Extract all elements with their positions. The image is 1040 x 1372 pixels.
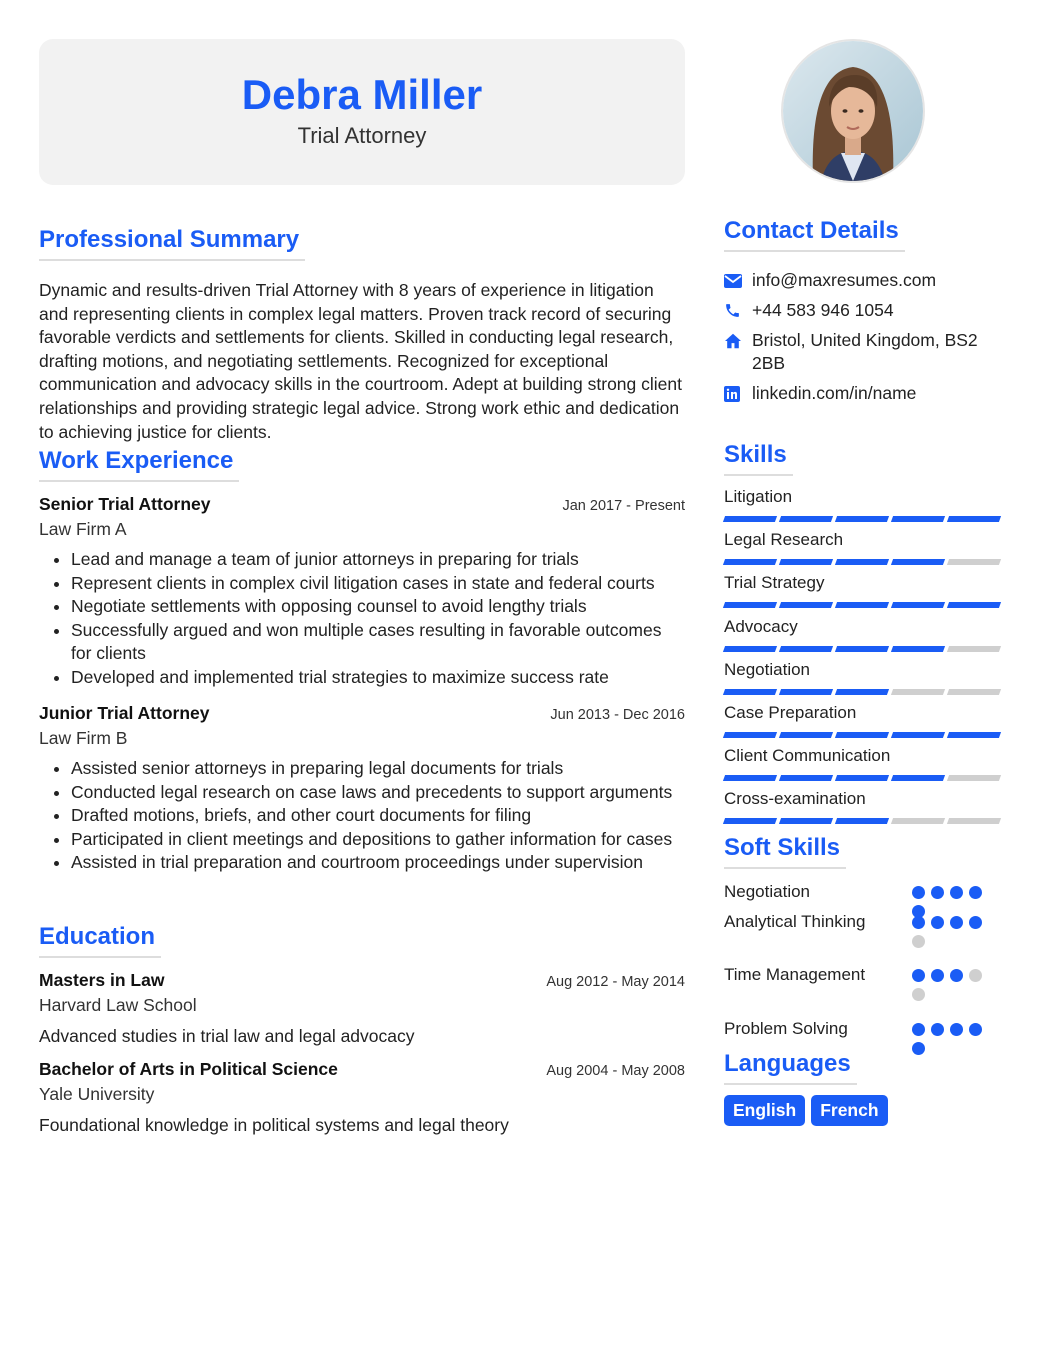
skill-level-segment <box>947 559 1001 565</box>
education-entry <box>39 1059 685 1136</box>
skill-item <box>724 788 1004 824</box>
rating-dot <box>912 1023 925 1036</box>
job-dates: Jan 2017 - Present <box>562 498 685 514</box>
soft-skills-heading: Soft Skills <box>724 833 846 869</box>
contact-phone[interactable] <box>724 299 1004 322</box>
rating-dot <box>950 1023 963 1036</box>
skill-item <box>724 529 1004 565</box>
skill-level-segment <box>891 818 945 824</box>
job-bullets <box>39 757 685 875</box>
education-entry <box>39 970 685 1047</box>
phone-icon <box>724 299 752 322</box>
job-company: Law Firm B <box>39 728 128 748</box>
skill-label: Advocacy <box>724 617 798 636</box>
skill-level-segment <box>947 689 1001 695</box>
bullet-item: • Successfully argued and won multiple cases resulting in favorable outcomes for clients <box>71 619 685 666</box>
bullet-item: • Developed and implemented trial strategies to maximize success rate <box>71 666 685 690</box>
rating-dot <box>969 886 982 899</box>
soft-skill-rating <box>912 964 992 1001</box>
skill-level-segment <box>891 559 945 565</box>
skill-level-segment <box>779 818 833 824</box>
skill-level-segment <box>779 646 833 652</box>
soft-skill-label: Time Management <box>724 965 866 984</box>
work-heading: Work Experience <box>39 446 239 482</box>
skill-level-segment <box>947 775 1001 781</box>
linkedin-icon <box>724 382 752 405</box>
contact-address <box>724 329 1004 375</box>
skill-item <box>724 572 1004 608</box>
skill-level-bar <box>724 516 1000 522</box>
skill-level-segment <box>723 818 777 824</box>
contact-text: linkedin.com/in/name <box>752 383 917 403</box>
soft-skill-rating <box>912 1018 992 1055</box>
language-badge: French <box>811 1095 887 1126</box>
school: Harvard Law School <box>39 995 197 1015</box>
soft-skill-label: Negotiation <box>724 882 811 901</box>
rating-dot <box>912 886 925 899</box>
rating-dot <box>931 916 944 929</box>
rating-dot <box>969 1023 982 1036</box>
skill-level-bar <box>724 818 1000 824</box>
bullet-item: • Conducted legal research on case laws and precedents to support arguments <box>71 781 685 805</box>
profile-photo <box>783 41 923 181</box>
skill-level-segment <box>947 732 1001 738</box>
skill-item <box>724 616 1004 652</box>
skill-level-segment <box>835 689 889 695</box>
contact-email[interactable] <box>724 269 1004 292</box>
skill-level-segment <box>779 689 833 695</box>
skill-level-segment <box>779 516 833 522</box>
bullet-item: • Assisted senior attorneys in preparing legal documents for trials <box>71 757 685 781</box>
skill-level-segment <box>835 516 889 522</box>
edu-dates: Aug 2004 - May 2008 <box>546 1063 685 1079</box>
bullet-item: • Lead and manage a team of junior attorneys in preparing for trials <box>71 548 685 572</box>
language-badge: English <box>724 1095 805 1126</box>
skill-label: Trial Strategy <box>724 573 825 592</box>
bullet-item: • Drafted motions, briefs, and other court documents for filing <box>71 804 685 828</box>
skill-level-segment <box>947 818 1001 824</box>
rating-dot <box>931 969 944 982</box>
job-company: Law Firm A <box>39 519 127 539</box>
skill-level-segment <box>891 516 945 522</box>
skill-item <box>724 702 1004 738</box>
degree: Masters in Law <box>39 970 165 990</box>
summary-heading: Professional Summary <box>39 225 305 261</box>
job-role: Junior Trial Attorney <box>39 703 210 723</box>
degree: Bachelor of Arts in Political Science <box>39 1059 338 1079</box>
contact-text: info@maxresumes.com <box>752 270 937 290</box>
candidate-name: Debra Miller <box>241 71 483 118</box>
summary-text: Dynamic and results-driven Trial Attorney with 8 years of experience in litigation and representing clients in complex legal matters. Proven track record of securing favorable verdicts and settlements for clients. Skilled in conducting legal research, drafting motions, and negotiating settlements. Recognized for exceptional communication and advocacy skills in the courtroom. Adept at building strong client relationships and providing strategic legal advice. Strong work ethic and dedication to achieving justice for clients. <box>39 280 682 442</box>
avatar <box>781 39 925 183</box>
school: Yale University <box>39 1084 155 1104</box>
main-column <box>39 39 685 1135</box>
soft-skill-item <box>724 911 1004 948</box>
soft-skill-item <box>724 964 1004 1001</box>
skill-level-segment <box>835 646 889 652</box>
skill-level-segment <box>723 559 777 565</box>
contact-heading: Contact Details <box>724 216 905 252</box>
skill-level-segment <box>947 646 1001 652</box>
skill-item <box>724 745 1004 781</box>
rating-dot <box>912 916 925 929</box>
envelope-icon <box>724 269 752 292</box>
bullet-item: • Participated in client meetings and depositions to gather information for cases <box>71 828 685 852</box>
rating-dot <box>969 969 982 982</box>
skill-level-segment <box>947 516 1001 522</box>
skill-item <box>724 486 1004 522</box>
skill-level-segment <box>723 732 777 738</box>
skill-level-segment <box>947 602 1001 608</box>
edu-description: Advanced studies in trial law and legal advocacy <box>39 1026 415 1046</box>
rating-dot <box>912 1042 925 1055</box>
skills-heading: Skills <box>724 440 793 476</box>
bullet-item: • Assisted in trial preparation and courtroom proceedings under supervision <box>71 851 685 875</box>
rating-dot <box>950 916 963 929</box>
skill-level-segment <box>779 775 833 781</box>
skill-label: Client Communication <box>724 746 891 765</box>
skill-level-segment <box>779 559 833 565</box>
rating-dot <box>931 886 944 899</box>
rating-dot <box>969 916 982 929</box>
education-heading: Education <box>39 922 161 958</box>
job-bullets <box>39 548 685 690</box>
languages-list <box>724 1095 888 1126</box>
skill-level-segment <box>723 689 777 695</box>
languages-heading: Languages <box>724 1049 857 1085</box>
skill-item <box>724 659 1004 695</box>
skill-level-segment <box>835 559 889 565</box>
skill-level-bar <box>724 559 1000 565</box>
home-icon <box>724 329 752 352</box>
skill-label: Case Preparation <box>724 703 857 722</box>
skill-level-segment <box>723 516 777 522</box>
job-dates: Jun 2013 - Dec 2016 <box>550 707 685 723</box>
skill-level-segment <box>779 602 833 608</box>
skill-level-segment <box>779 732 833 738</box>
skill-level-bar <box>724 646 1000 652</box>
skill-level-segment <box>891 689 945 695</box>
rating-dot <box>950 886 963 899</box>
soft-skill-label: Analytical Thinking <box>724 912 866 931</box>
bullet-item: • Negotiate settlements with opposing counsel to avoid lengthy trials <box>71 595 685 619</box>
edu-dates: Aug 2012 - May 2014 <box>546 974 685 990</box>
rating-dot <box>912 969 925 982</box>
skill-level-segment <box>835 602 889 608</box>
soft-skill-label: Problem Solving <box>724 1019 848 1038</box>
skill-label: Legal Research <box>724 530 844 549</box>
rating-dot <box>931 1023 944 1036</box>
skill-level-segment <box>891 775 945 781</box>
skill-level-segment <box>723 775 777 781</box>
skill-level-segment <box>723 602 777 608</box>
job-entry <box>39 494 685 690</box>
name-header <box>39 39 685 185</box>
contact-text: +44 583 946 1054 <box>752 300 894 320</box>
rating-dot <box>912 988 925 1001</box>
skill-level-bar <box>724 602 1000 608</box>
skill-label: Litigation <box>724 487 793 506</box>
skill-level-segment <box>891 646 945 652</box>
skill-level-segment <box>723 646 777 652</box>
skill-level-segment <box>835 775 889 781</box>
skill-level-segment <box>891 602 945 608</box>
rating-dot <box>912 935 925 948</box>
soft-skill-rating <box>912 911 992 948</box>
contact-list <box>724 269 1004 412</box>
bullet-item: • Represent clients in complex civil litigation cases in state and federal courts <box>71 572 685 596</box>
skill-level-segment <box>891 732 945 738</box>
skill-level-segment <box>835 818 889 824</box>
skill-level-segment <box>835 732 889 738</box>
candidate-title: Trial Attorney <box>297 123 427 148</box>
job-role: Senior Trial Attorney <box>39 494 211 514</box>
rating-dot <box>950 969 963 982</box>
skill-level-bar <box>724 775 1000 781</box>
job-entry <box>39 703 685 875</box>
contact-linkedin[interactable] <box>724 382 1004 405</box>
skill-label: Cross-examination <box>724 789 866 808</box>
skill-level-bar <box>724 689 1000 695</box>
skill-level-bar <box>724 732 1000 738</box>
contact-text: Bristol, United Kingdom, BS2 2BB <box>752 330 978 373</box>
edu-description: Foundational knowledge in political systems and legal theory <box>39 1115 509 1135</box>
skill-label: Negotiation <box>724 660 811 679</box>
